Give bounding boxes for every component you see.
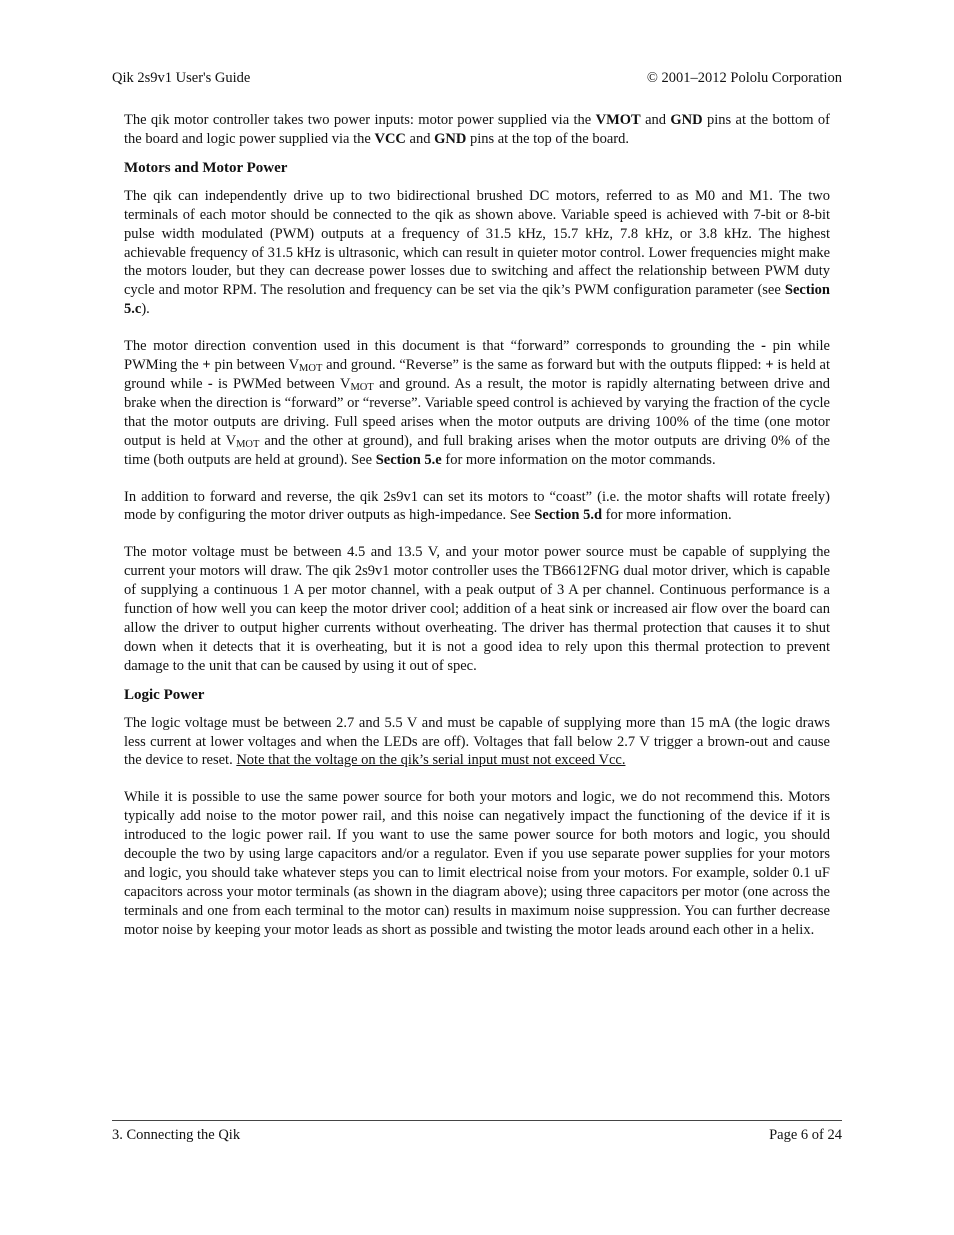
vmot-subscript-3: MOT — [236, 438, 260, 450]
footer-divider — [112, 1120, 842, 1121]
minus-pin-label-1: - — [761, 338, 767, 355]
motors-p3-text-2: for more information. — [602, 507, 732, 524]
page-content — [124, 111, 830, 940]
page-header — [112, 70, 842, 90]
vmot-subscript-2: MOT — [350, 381, 374, 393]
serial-input-warning: Note that the voltage on the qik’s serial input must not exceed Vcc. — [236, 752, 626, 769]
plus-pin-label-1: + — [202, 357, 211, 374]
vmot-label: VMOT — [595, 112, 641, 128]
logic-p1-text-1: The logic voltage must be between 2.7 and 5.5 V and must be capable of supplying more than 15 mA (the logic draws less current at lower voltages and when the LEDs are off). Voltages that fall below 2.7 V trigger a brown-out and cause the device to reset. — [124, 714, 830, 769]
vcc-label: VCC — [374, 130, 406, 147]
motors-p2-text-4: and ground. “Reverse” is the same as forward but with the outputs flipped: — [322, 357, 766, 374]
logic-paragraph-2: While it is possible to use the same power source for both your motors and logic, we do not recommend this. Motors typically add noise to the motor power rail, and this noise can negatively impact the functioning of the device if it is introduced to the logic power rail. If you want to use the same power source for both motors and logic, you should decouple the two by using large capacitors and/or a regulator. Even if you use separate power supplies for your motors and logic, you should take whatever steps you can to limit electrical noise from your motors. For example, solder 0.1 uF capacitors across your motor terminals (as shown in the diagram above); using three capacitors per motor (one across the terminals and one from each terminal to the motor can) results in maximum noise suppression. You can further decrease motor noise by keeping your motor leads as short as possible and twisting the motor leads around each other in a helix. — [124, 789, 830, 938]
motors-p2-text-6: is PWMed between V — [212, 375, 351, 392]
intro-text-2: and — [640, 112, 671, 128]
motors-p2-text-2: pin while PWMing the — [124, 338, 830, 374]
footer-section-title: 3. Connecting the Qik — [112, 1127, 241, 1143]
header-document-title: Qik 2s9v1 User's Guide — [112, 70, 251, 86]
header-copyright: © 2001–2012 Pololu Corporation — [646, 70, 842, 86]
logic-paragraph-1 — [124, 714, 830, 771]
motors-p2-text-9: for more information on the motor commands. — [441, 451, 716, 468]
motors-p2-text-1: The motor direction convention used in this document is that “forward” corresponds to grounding the — [124, 338, 762, 355]
heading-motors-and-motor-power: Motors and Motor Power — [124, 159, 288, 176]
motors-p2-text-7: and ground. As a result, the motor is rapidly alternating between drive and brake when the direction is “forward” or “reverse”. Variable speed control is achieved by varying the fraction of the cycle that the motor outputs are driving. Full speed arises when the motor outputs are driving 100% of the time (one motor output is held at V — [124, 375, 830, 449]
motors-p2-text-8: and the other at ground), and full braking arises when the motor outputs are driving 0% of the time (both outputs are held at ground). See — [124, 432, 830, 468]
intro-text-5: pins at the top of the board. — [466, 130, 629, 147]
heading-logic-power: Logic Power — [124, 686, 205, 703]
section-5d-reference: Section 5.d — [534, 507, 603, 524]
motors-paragraph-2 — [124, 337, 830, 469]
motors-p1-text-1: The qik can independently drive up to two bidirectional brushed DC motors, referred to as M0 and M1. The two terminals of each motor should be connected to the qik as shown above. Variable speed is achieved with 7-bit or 8-bit pulse width modulated (PWM) outputs at a frequency of 31.5 kHz, 15.7 kHz, 7.8 kHz, or 3.8 kHz. The highest achievable frequency of 31.5 kHz is ultrasonic, which can result in quieter motor control. Lower frequencies might make the motors louder, but they can decrease power losses due to switching and affect the relationship between PWM duty cycle and motor RPM. The resolution and frequency can be set via the qik’s PWM configuration parameter (see — [124, 187, 830, 299]
motors-paragraph-4: The motor voltage must be between 4.5 and 13.5 V, and your motor power source must be capable of supplying the current your motors will draw. The qik 2s9v1 motor controller uses the TB6612FNG dual motor driver, which is capable of supplying a continuous 1 A per motor channel, with a peak output of 3 A per channel. Continuous performance is a function of how well you can keep the motor driver cool; addition of a heat sink or increased air flow over the board can allow the driver to output higher currents without overheating. The driver has thermal protection that causes it to shut down when it detects that it is overheating, but it is not a good idea to rely upon this thermal protection to prevent damage to the unit that can be caused by using it out of spec. — [124, 544, 830, 674]
intro-text-4: and — [405, 130, 435, 147]
motors-paragraph-3 — [124, 488, 830, 526]
intro-text-3: pins at the bottom of the board and logic power supplied via the — [124, 112, 831, 147]
motors-p3-text-1: In addition to forward and reverse, the qik 2s9v1 can set its motors to “coast” (i.e. the motor shafts will rotate freely) mode by configuring the motor driver outputs as high-impedance. See — [124, 488, 830, 524]
section-5c-reference: Section 5.c — [124, 282, 830, 318]
motors-paragraph-1 — [124, 187, 830, 319]
gnd-label-2: GND — [434, 130, 467, 147]
gnd-label-1: GND — [670, 112, 703, 128]
motors-p2-text-3: pin between V — [210, 357, 300, 374]
minus-pin-label-2: - — [207, 375, 213, 392]
section-5e-reference: Section 5.e — [375, 451, 442, 468]
footer-page-number: Page 6 of 24 — [769, 1127, 842, 1143]
intro-text-1: The qik motor controller takes two power inputs: motor power supplied via the — [124, 112, 596, 128]
page-footer — [112, 1127, 842, 1147]
motors-p2-text-5: is held at ground while — [124, 357, 830, 392]
motors-p1-text-2: ). — [141, 301, 150, 318]
vmot-subscript-1: MOT — [299, 363, 323, 375]
plus-pin-label-2: + — [765, 357, 774, 374]
intro-paragraph — [124, 111, 830, 149]
